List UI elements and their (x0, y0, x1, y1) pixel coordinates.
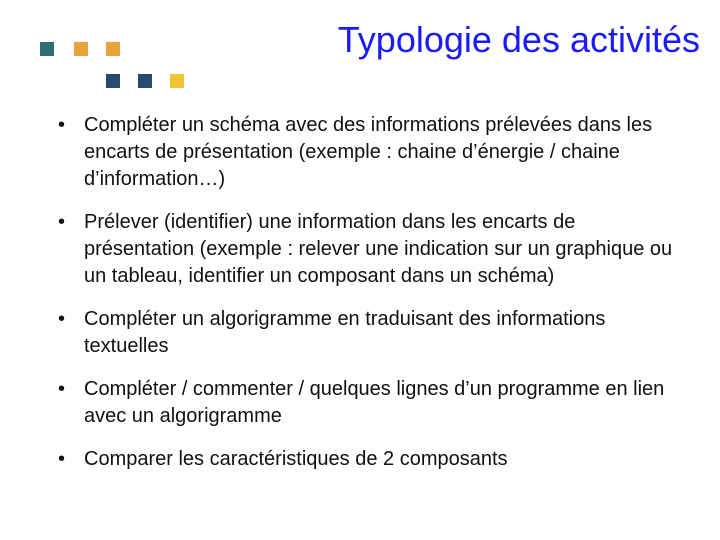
bullet-dot: • (58, 211, 66, 233)
bullet-text: Compléter / commenter / quelques lignes d’un programme en lien avec un algorigramme (84, 378, 665, 427)
bullet-text: Compléter un schéma avec des informations prélevées dans les encarts de présentation (exemple : chaine d’énergie / chaine d’information…) (84, 114, 653, 190)
square-teal (40, 42, 54, 56)
slide-title: Typologie des activités (337, 19, 700, 60)
decorative-squares (0, 0, 200, 100)
square-navy (106, 74, 120, 88)
square-navy (138, 74, 152, 88)
bullet-item (56, 209, 686, 290)
bullet-dot: • (58, 448, 66, 470)
square-orange (106, 42, 120, 56)
bullet-dot: • (58, 308, 66, 330)
bullet-item (56, 376, 686, 430)
bullet-list (56, 112, 686, 489)
bullet-item (56, 112, 686, 193)
square-yellow (170, 74, 184, 88)
bullet-text: Prélever (identifier) une information dans les encarts de présentation (exemple : relever une indication sur un graphique ou un tableau, identifier un composant dans un schéma) (84, 211, 673, 287)
bullet-dot: • (58, 378, 66, 400)
square-orange (74, 42, 88, 56)
bullet-text: Comparer les caractéristiques de 2 composants (84, 448, 508, 470)
bullet-dot: • (58, 114, 66, 136)
bullet-item (56, 446, 686, 473)
bullet-item (56, 306, 686, 360)
bullet-text: Compléter un algorigramme en traduisant des informations textuelles (84, 308, 606, 357)
